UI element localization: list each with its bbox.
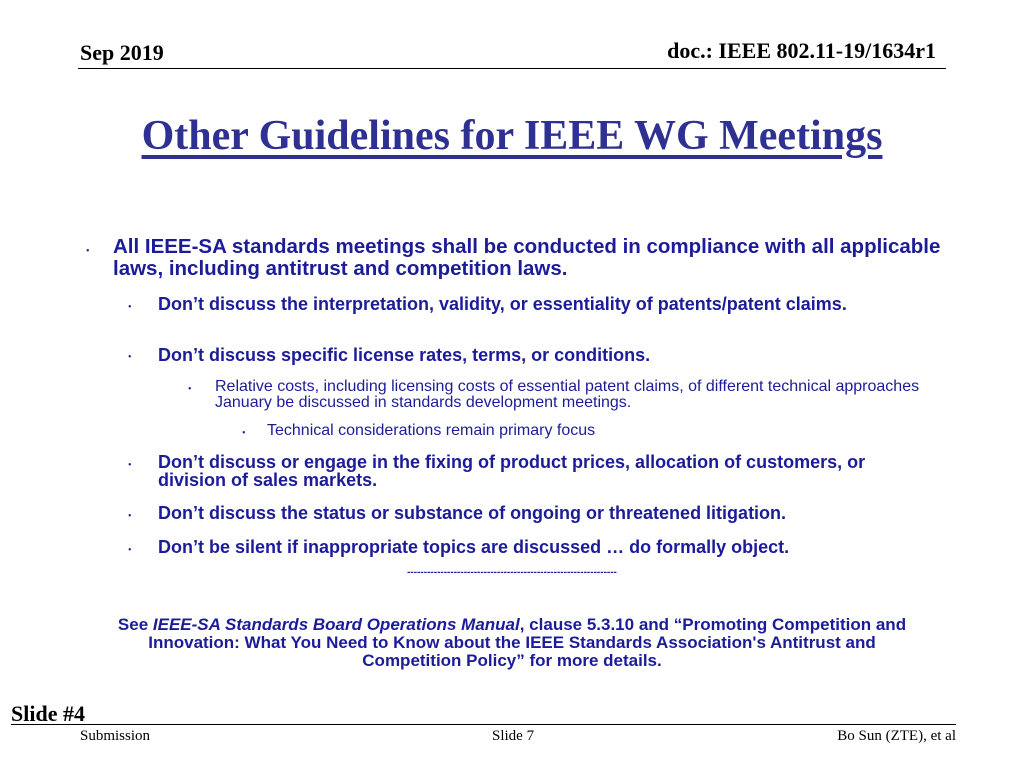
separator-line: --------------------------------------------------------------- (407, 567, 617, 578)
bullet-sub-patents: Don’t discuss the interpretation, validity, or essentiality of patents/patent claims. (158, 294, 847, 314)
bullet-dot: • (188, 384, 192, 395)
footer-author: Bo Sun (ZTE), et al (837, 728, 956, 744)
header-date: Sep 2019 (80, 40, 164, 65)
slide-number-label: Slide #4 (11, 701, 85, 726)
slide-title: Other Guidelines for IEEE WG Meetings (141, 113, 883, 159)
see-suffix: , clause 5.3.10 and “Promoting Competition and Innovation: What You Need to Know about the IEEE Standards Association's Antitrust and Competition Policy” for more details. (148, 615, 907, 670)
bullet-dot: • (128, 545, 132, 556)
bullet-dot: • (86, 246, 90, 257)
footer-slide-number: Slide 7 (492, 728, 535, 744)
bullet-dot: • (128, 511, 132, 522)
bullet-relative-costs: Relative costs, including licensing costs of essential patent claims, of different technical approaches January be discussed in standards development meetings. (215, 378, 920, 411)
bullet-main: All IEEE-SA standards meetings shall be conducted in compliance with all applicable laws, including antitrust and competition laws. (113, 235, 941, 280)
bullet-dot: • (242, 428, 246, 439)
see-manual: IEEE-SA Standards Board Operations Manual (152, 615, 520, 634)
bullet-technical: Technical considerations remain primary focus (267, 422, 596, 439)
bullet-sub-license: Don’t discuss specific license rates, terms, or conditions. (158, 345, 651, 365)
see-also-note (110, 616, 914, 670)
bullet-sub-prices: Don’t discuss or engage in the fixing of product prices, allocation of customers, or division of sales markets. (158, 452, 866, 490)
bullet-dot: • (128, 352, 132, 363)
footer-submission: Submission (80, 728, 151, 744)
footer-divider (11, 724, 956, 725)
bullet-sub-object: Don’t be silent if inappropriate topics are discussed … do formally object. (158, 537, 790, 557)
header-doc-id: doc.: IEEE 802.11-19/1634r1 (667, 38, 936, 63)
header-divider (78, 68, 946, 69)
bullet-dot: • (128, 460, 132, 471)
bullet-sub-litigation: Don’t discuss the status or substance of ongoing or threatened litigation. (158, 503, 787, 523)
see-prefix: See (117, 615, 153, 634)
bullet-dot: • (128, 302, 132, 313)
